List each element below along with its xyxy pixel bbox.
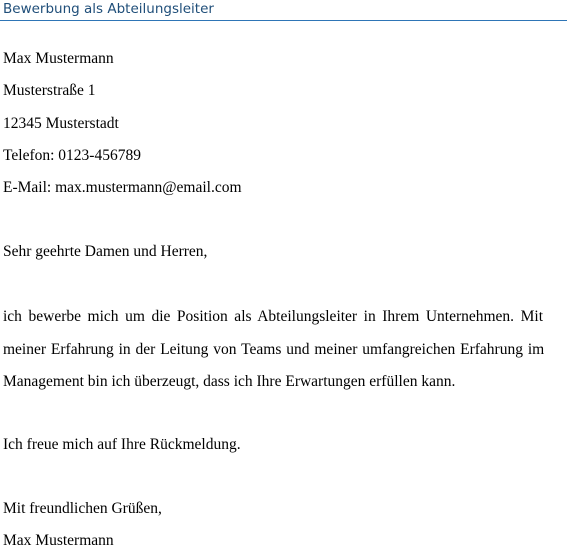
sender-phone: Telefon: 0123-456789 <box>3 147 141 164</box>
sender-email: E-Mail: max.mustermann@email.com <box>3 179 242 196</box>
sender-name: Max Mustermann <box>3 50 114 67</box>
document-header <box>0 0 567 22</box>
body-line: meiner Erfahrung in der Leitung von Teams und meiner umfangreichen Erfahrung im <box>3 341 545 358</box>
salutation: Sehr geehrte Damen und Herren, <box>3 243 208 260</box>
document-title: Bewerbung als Abteilungsleiter <box>3 1 214 17</box>
closing-statement: Ich freue mich auf Ihre Rückmeldung. <box>3 436 241 453</box>
body-line: Management bin ich überzeugt, dass ich Ihre Erwartungen erfüllen kann. <box>3 373 456 390</box>
sender-street: Musterstraße 1 <box>3 82 96 99</box>
closing: Mit freundlichen Grüßen, <box>3 500 162 517</box>
header-divider <box>0 20 567 21</box>
sender-city: 12345 Musterstadt <box>3 115 119 132</box>
body-line: ich bewerbe mich um die Position als Abteilungsleiter in Ihrem Unternehmen. Mit <box>3 308 543 325</box>
signature: Max Mustermann <box>3 532 114 549</box>
